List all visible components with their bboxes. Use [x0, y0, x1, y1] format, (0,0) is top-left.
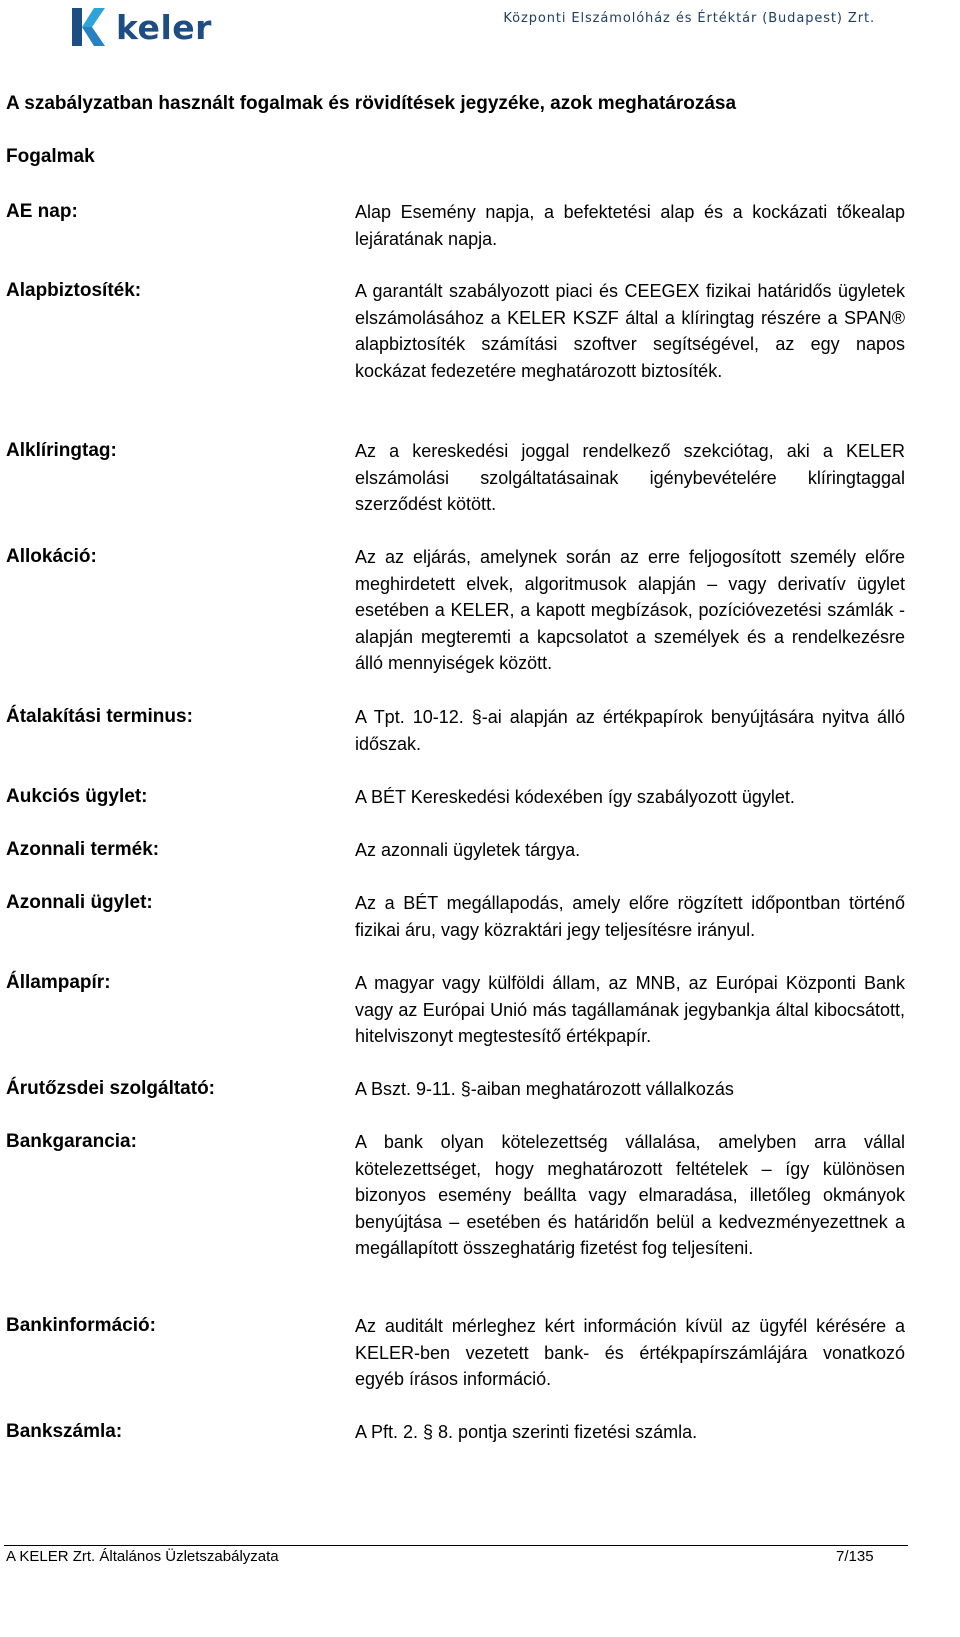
- term: Azonnali termék:: [6, 839, 160, 860]
- document-title: A szabályzatban használt fogalmak és rövidítések jegyzéke, azok meghatározása: [6, 93, 737, 114]
- footer-document-name: A KELER Zrt. Általános Üzletszabályzata: [6, 1548, 279, 1565]
- term: AE nap:: [6, 201, 78, 222]
- definition: Az auditált mérleghez kért információn kívül az ügyfél kérésére a KELER-ben vezetett bank- és értékpapírszámlájára vonatkozó egyéb írásos információ.: [355, 1316, 905, 1389]
- keler-k-icon: [68, 6, 106, 48]
- term: Aukciós ügylet:: [6, 786, 148, 807]
- definition: A BÉT Kereskedési kódexében így szabályozott ügylet.: [355, 787, 795, 807]
- organization-name: Központi Elszámolóház és Értéktár (Budapest) Zrt.: [503, 11, 875, 26]
- term: Árutőzsdei szolgáltató:: [6, 1078, 216, 1099]
- term: Alapbiztosíték:: [6, 280, 142, 301]
- definition: A garantált szabályozott piaci és CEEGEX fizikai határidős ügyletek elszámolásához a KELER KSZF által a klíringtag részére a SPAN® alapbiztosíték számítási szoftver segítségével, az egy napos kockázat fedezetére meghatározott biztosíték.: [355, 281, 905, 381]
- definition: A Bszt. 9-11. §-aiban meghatározott vállalkozás: [355, 1079, 734, 1099]
- page-header: [0, 0, 960, 62]
- definition: Az az eljárás, amelynek során az erre feljogosított személy előre meghirdetett elvek, algoritmusok alapján – vagy derivatív ügylet esetében a KELER, a kapott megbízások, pozícióvezetési számlák - alapján megteremti a kapcsolatot a személyek és a rendelkezésre álló mennyiségek között.: [355, 547, 905, 673]
- definition: Az a BÉT megállapodás, amely előre rögzített időpontban történő fizikai áru, vagy közraktári jegy teljesítésre irányul.: [355, 893, 905, 940]
- definition: A bank olyan kötelezettség vállalása, amelyben arra vállal kötelezettséget, hogy meghatározott feltételek – így különösen bizonyos esemény beállta vagy elmaradása, illetőleg okmányok benyújtása – esetében és határidőn belül a kedvezményezettnek a megállapított összeghatárig fizetést fog teljesíteni.: [355, 1132, 905, 1258]
- definition: A Pft. 2. § 8. pontja szerinti fizetési számla.: [355, 1422, 698, 1442]
- term: Bankszámla:: [6, 1421, 123, 1442]
- footer-divider: [4, 1545, 908, 1546]
- definition: Alap Esemény napja, a befektetési alap és a kockázati tőkealap lejáratának napja.: [355, 202, 905, 249]
- term: Bankinformáció:: [6, 1315, 156, 1336]
- term: Alklíringtag:: [6, 440, 117, 461]
- logo-wordmark: keler: [116, 7, 212, 47]
- definition: A Tpt. 10-12. §-ai alapján az értékpapírok benyújtására nyitva álló időszak.: [355, 707, 905, 754]
- section-title: Fogalmak: [6, 146, 95, 167]
- definition: Az a kereskedési joggal rendelkező szekciótag, aki a KELER elszámolási szolgáltatásainak igénybevételére klíringtaggal szerződést kötött.: [355, 441, 905, 514]
- term: Allokáció:: [6, 546, 97, 567]
- term: Azonnali ügylet:: [6, 892, 153, 913]
- footer-page-number: 7/135: [836, 1548, 874, 1565]
- term: Bankgarancia:: [6, 1131, 137, 1152]
- definition: Az azonnali ügyletek tárgya.: [355, 840, 581, 860]
- keler-logo: [68, 6, 212, 48]
- term: Átalakítási terminus:: [6, 706, 193, 727]
- definition: A magyar vagy külföldi állam, az MNB, az Európai Központi Bank vagy az Európai Unió más tagállamának jegybankja által kibocsátott, hitelviszonyt megtestesítő értékpapír.: [355, 973, 905, 1046]
- term: Állampapír:: [6, 972, 111, 993]
